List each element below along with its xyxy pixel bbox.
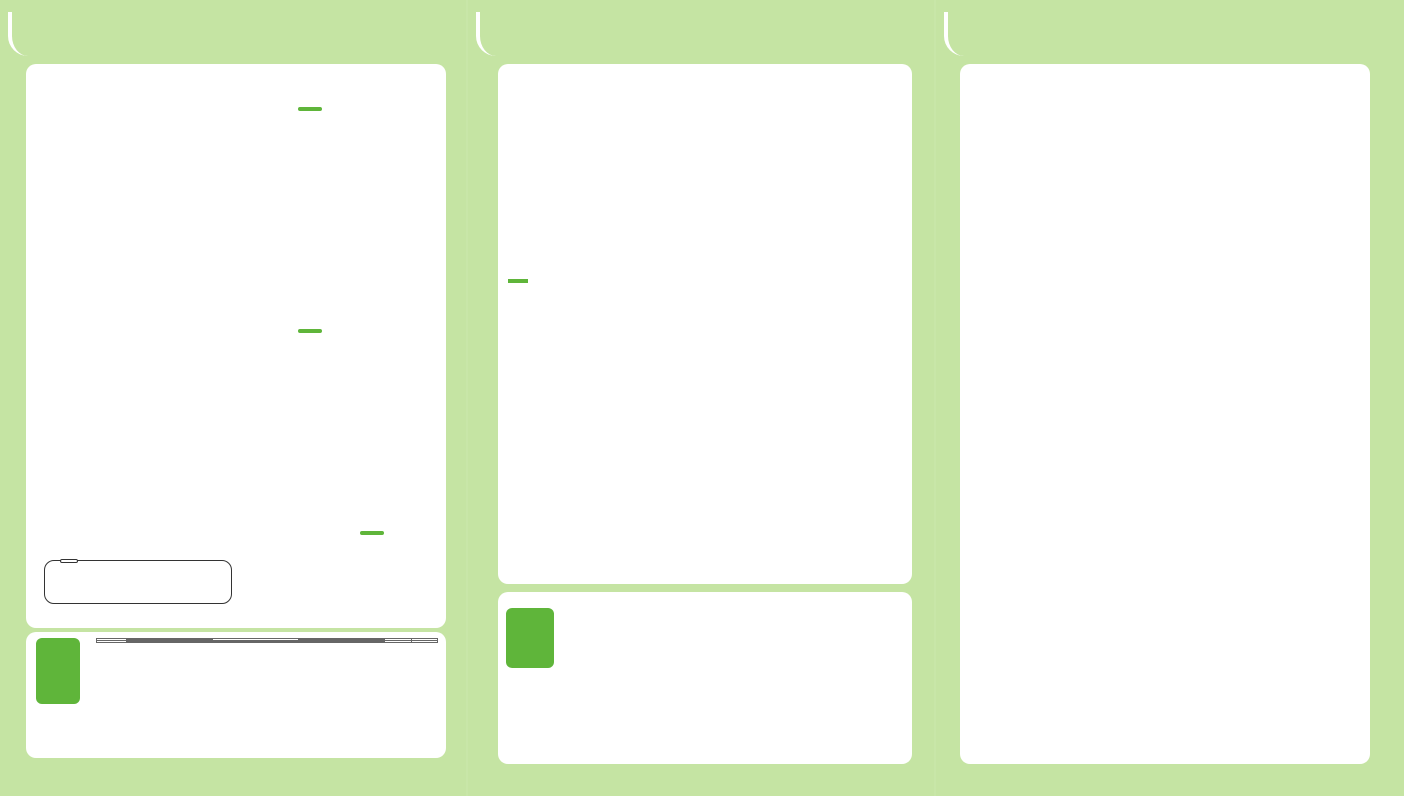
panel-sharing [936, 0, 1404, 796]
hymn-row [34, 376, 304, 389]
service-table [96, 638, 438, 643]
wednesday-service [298, 318, 446, 345]
church-mark-icon [8, 12, 42, 56]
night-title [360, 531, 384, 535]
praise-service [298, 96, 446, 123]
service-title [36, 638, 80, 704]
panel-dawn-prayer [468, 0, 934, 796]
panel-header [936, 6, 1404, 58]
side-strip [12, 70, 26, 610]
panel-sunday-worship [0, 0, 466, 796]
poem-card [960, 64, 1370, 764]
panel-header [468, 6, 934, 58]
panel-header [0, 6, 466, 58]
sermon-row [34, 334, 304, 347]
dawn-schedule-table [506, 78, 892, 106]
church-mark-icon [944, 12, 978, 56]
church-mark-icon [476, 12, 510, 56]
service-card [26, 632, 446, 758]
news-title [506, 608, 554, 668]
praise-title [298, 107, 322, 111]
next-sermon-box [44, 560, 232, 604]
worship-card [26, 64, 446, 628]
news-card [498, 592, 912, 764]
offering-header [508, 268, 528, 287]
wednesday-title [298, 329, 322, 333]
night-prayer [298, 520, 446, 551]
reading-row [34, 290, 304, 303]
dawn-card [498, 64, 912, 584]
